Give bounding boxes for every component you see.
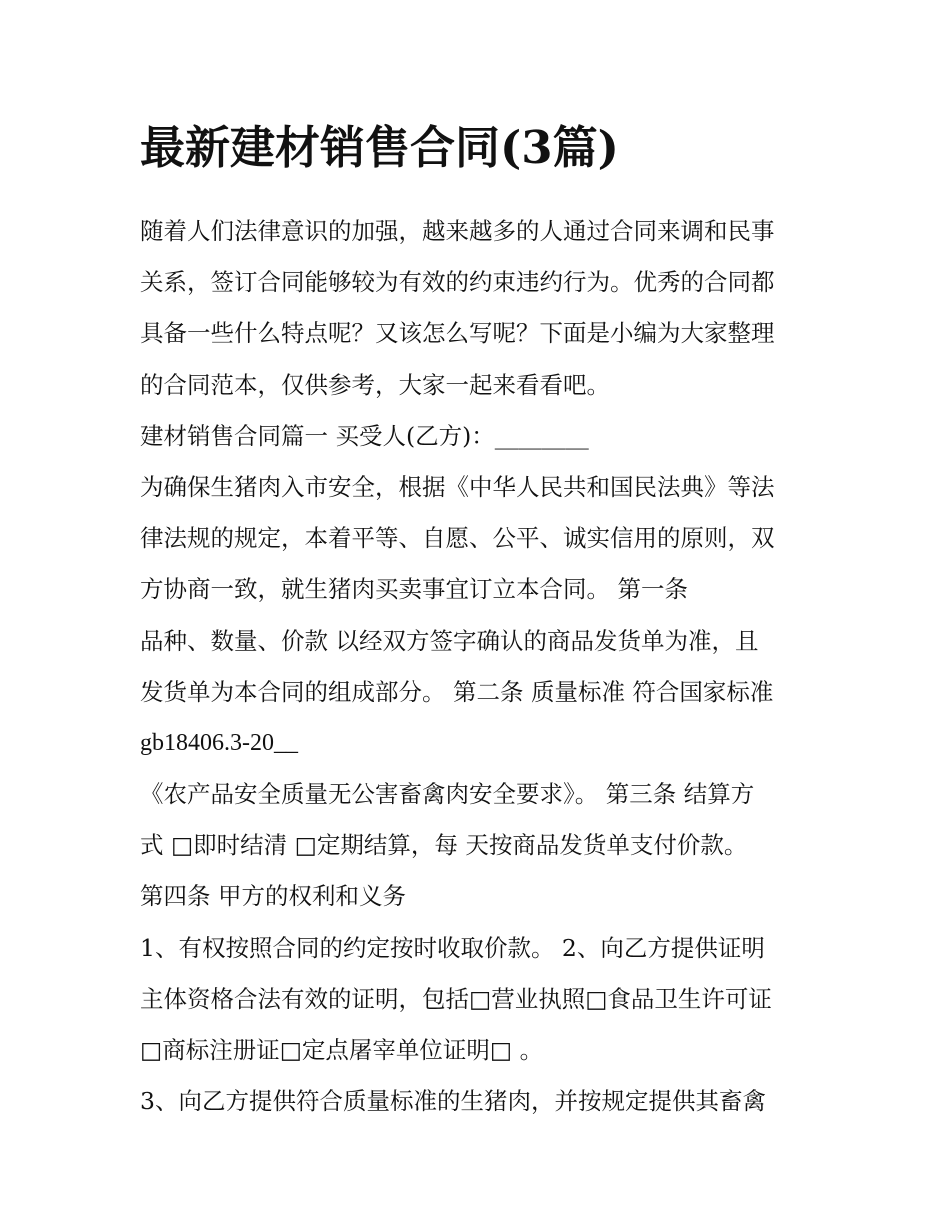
paragraph-line: 具备一些什么特点呢？又该怎么写呢？下面是小编为大家整理	[140, 319, 775, 348]
paragraph-line: 方协商一致，就生猪肉买卖事宜订立本合同。 第一条	[140, 575, 688, 604]
paragraph-line: 律法规的规定，本着平等、自愿、公平、诚实信用的原则，双	[140, 524, 775, 553]
paragraph-line: 1、有权按照合同的约定按时收取价款。 2、向乙方提供证明	[140, 933, 765, 962]
paragraph-line: 式 □即时结清 □定期结算，每 天按商品发货单支付价款。	[140, 831, 748, 860]
document-body	[140, 118, 820, 1127]
document-title: 最新建材销售合同(3篇)	[140, 121, 619, 174]
paragraph-line: 品种、数量、价款 以经双方签字确认的商品发货单为准，且	[140, 626, 759, 655]
section-heading-line: 建材销售合同篇一 买受人(乙方)：________	[140, 421, 589, 450]
standard-code-line: gb18406.3-20__	[140, 729, 298, 756]
paragraph-line: 主体资格合法有效的证明，包括□营业执照□食品卫生许可证	[140, 984, 772, 1013]
paragraph-line: 3、向乙方提供符合质量标准的生猪肉，并按规定提供其畜禽	[140, 1087, 766, 1116]
paragraph-line: 为确保生猪肉入市安全，根据《中华人民共和国民法典》等法	[140, 472, 775, 501]
paragraph-line: 第四条 甲方的权利和义务	[140, 882, 406, 911]
paragraph-line: 发货单为本合同的组成部分。 第二条 质量标准 符合国家标准	[140, 677, 774, 706]
paragraph-line: 关系，签订合同能够较为有效的约束违约行为。优秀的合同都	[140, 268, 775, 297]
paragraph-line: □商标注册证□定点屠宰单位证明□ 。	[140, 1036, 544, 1064]
paragraph-line: 《农产品安全质量无公害畜禽肉安全要求》。 第三条 结算方	[140, 780, 755, 809]
paragraph-line: 的合同范本，仅供参考，大家一起来看看吧。	[140, 370, 610, 399]
paragraph-line: 随着人们法律意识的加强，越来越多的人通过合同来调和民事	[140, 217, 775, 245]
